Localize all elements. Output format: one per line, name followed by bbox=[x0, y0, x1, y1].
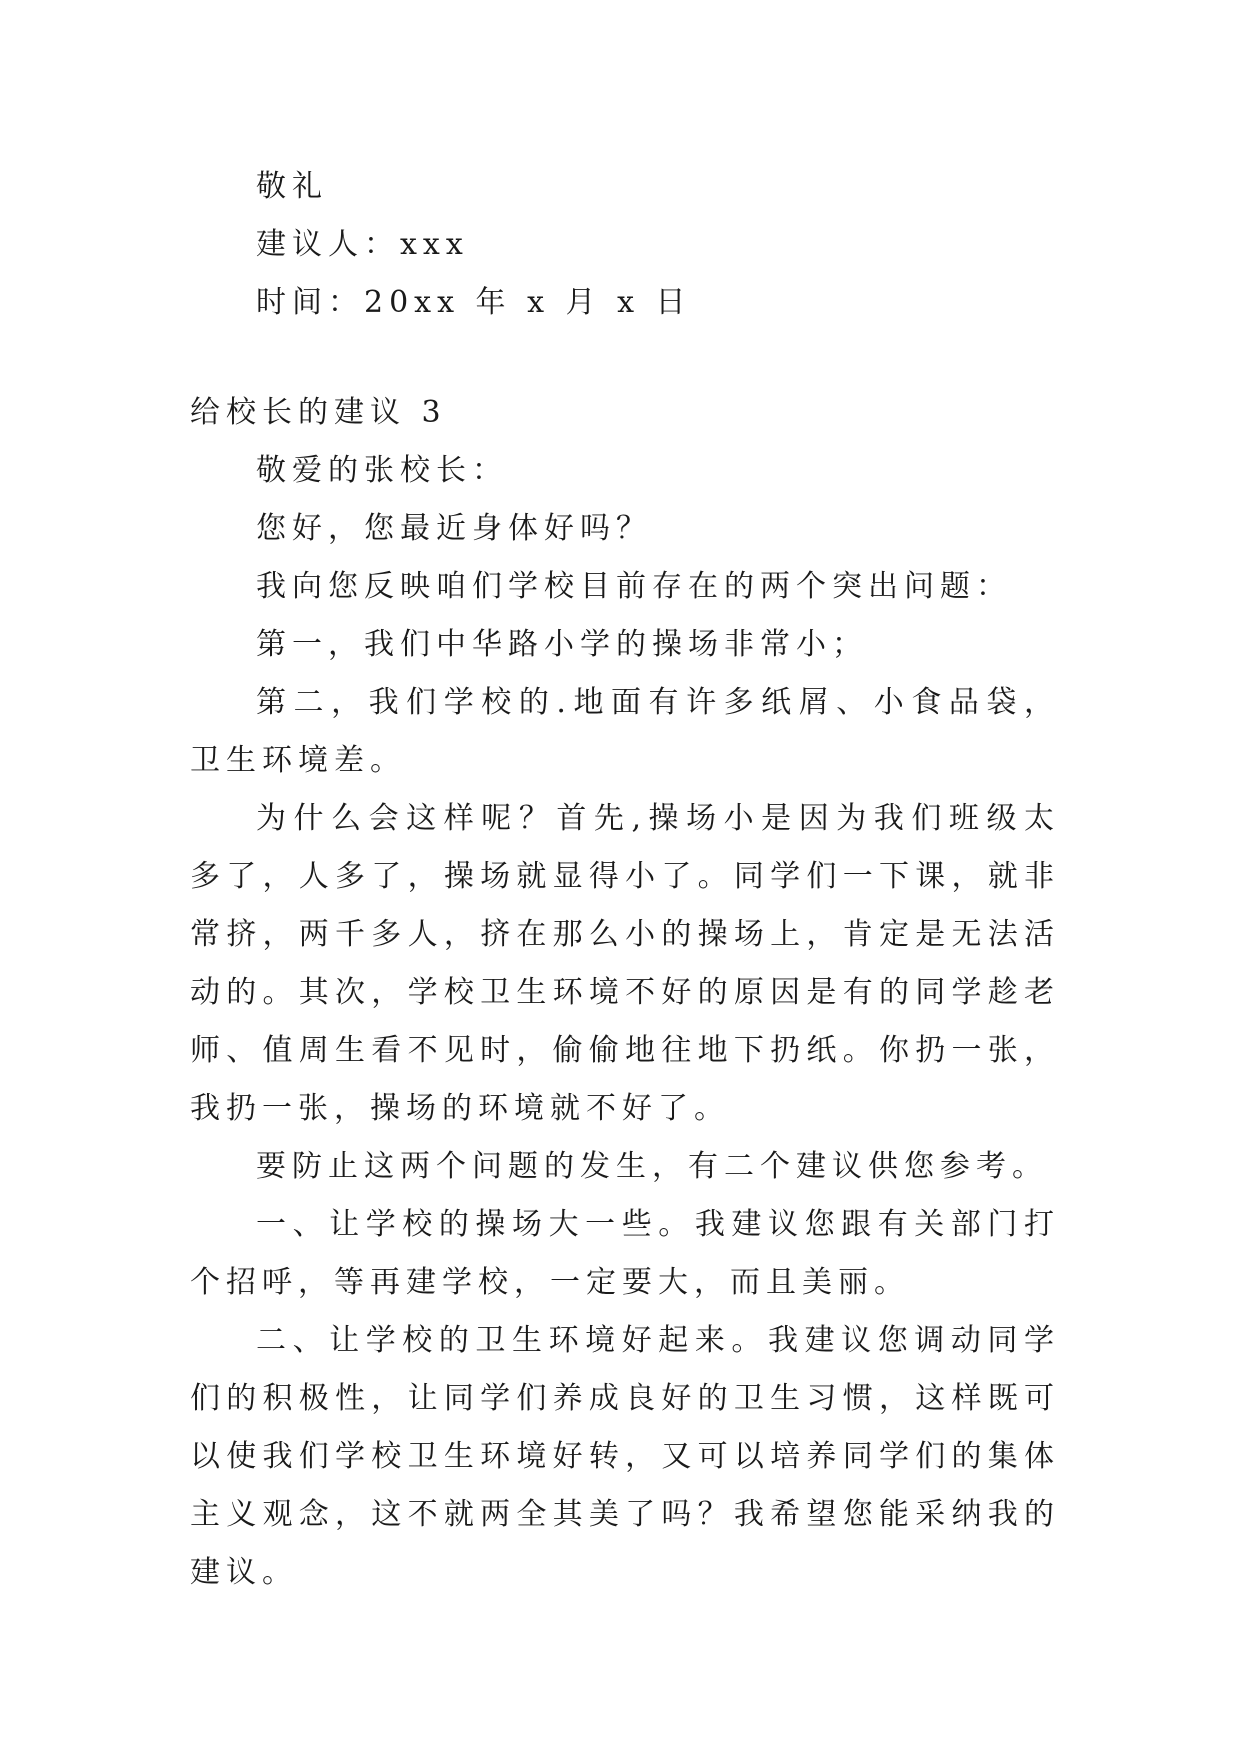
letter-paragraph: 为什么会这样呢？首先,操场小是因为我们班级太多了，人多了，操场就显得小了。同学们一下课，就非常挤，两千多人，挤在那么小的操场上，肯定是无法活动的。其次，学校卫生环境不好的原因是有的同学趁老师、值周生看不见时，偷偷地往地下扔纸。你扔一张，我扔一张，操场的环境就不好了。 bbox=[190, 801, 1060, 1126]
letter-paragraph: 要防止这两个问题的发生，有二个建议供您参考。 bbox=[256, 1149, 1048, 1184]
closing-signer: 建议人：xxx bbox=[256, 227, 469, 262]
closing-salute: 敬礼 bbox=[256, 169, 328, 204]
letter-greeting: 敬爱的张校长： bbox=[256, 453, 508, 488]
letter-paragraph: 一、让学校的操场大一些。我建议您跟有关部门打个招呼，等再建学校，一定要大，而且美丽。 bbox=[190, 1207, 1060, 1300]
letter-paragraph: 第二，我们学校的.地面有许多纸屑、小食品袋，卫生环境差。 bbox=[190, 685, 1060, 778]
letter-paragraph: 二、让学校的卫生环境好起来。我建议您调动同学们的积极性，让同学们养成良好的卫生习惯，这样既可以使我们学校卫生环境好转，又可以培养同学们的集体主义观念，这不就两全其美了吗？我希望您能采纳我的建议。 bbox=[190, 1323, 1060, 1590]
letter-paragraph: 您好，您最近身体好吗？ bbox=[256, 511, 652, 546]
letter-paragraph: 第一，我们中华路小学的操场非常小； bbox=[256, 627, 868, 662]
letter-title: 给校长的建议 3 bbox=[190, 395, 447, 430]
letter-paragraph: 我向您反映咱们学校目前存在的两个突出问题： bbox=[256, 569, 1012, 604]
section-spacer bbox=[190, 332, 1060, 384]
document-page bbox=[190, 158, 1060, 1602]
closing-date: 时间：20xx 年 x 月 x 日 bbox=[256, 285, 692, 320]
